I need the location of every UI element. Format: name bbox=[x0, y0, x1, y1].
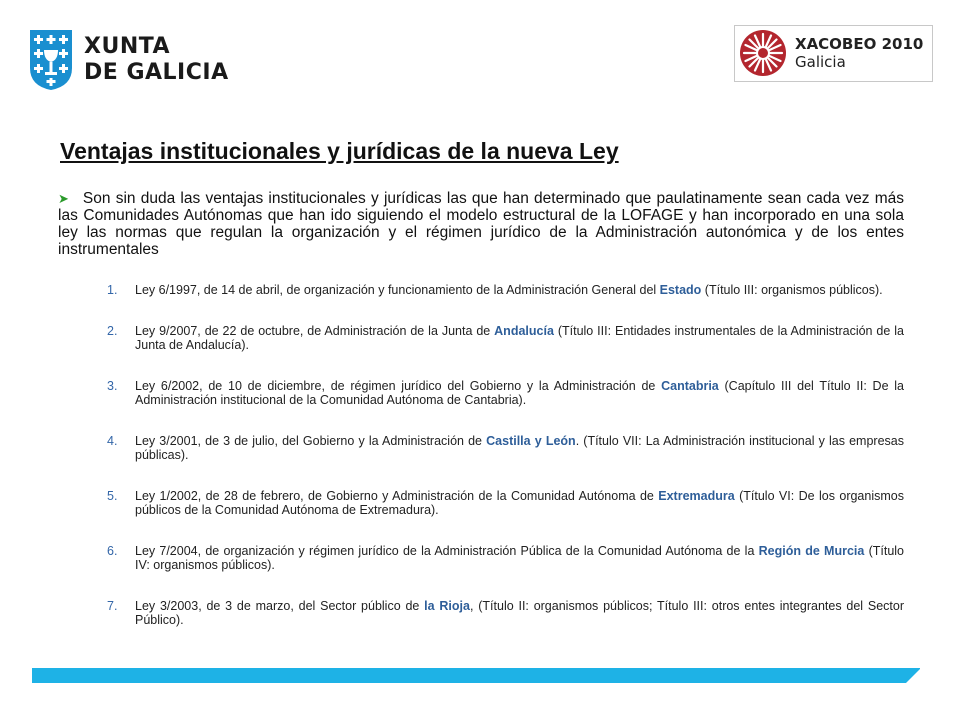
slide-title: Ventajas institucionales y jurídicas de la nueva Ley bbox=[60, 138, 619, 164]
law-text: Ley 3/2001, de 3 de julio, del Gobierno y la Administración de bbox=[135, 433, 487, 448]
list-number: 3. bbox=[107, 378, 118, 393]
law-text-end: , (Título II: organismos públicos; Título III: otros entes integrantes del Sector Público). bbox=[135, 598, 905, 627]
xacobeo-star-emblem-icon bbox=[738, 28, 788, 78]
law-text: Ley 3/2003, de 3 de marzo, del Sector público de bbox=[135, 598, 425, 613]
law-region: Andalucía bbox=[494, 323, 554, 338]
arrow-bullet-icon: ➤ bbox=[58, 191, 69, 206]
law-text: Ley 6/1997, de 14 de abril, de organización y funcionamiento de la Administración General del bbox=[135, 283, 660, 297]
list-number: 1. bbox=[107, 283, 118, 297]
law-text: Ley 1/2002, de 28 de febrero, de Gobierno y Administración de la Comunidad Autónoma de bbox=[135, 488, 659, 503]
list-number: 6. bbox=[107, 543, 118, 558]
law-text: Ley 7/2004, de organización y régimen jurídico de la Administración Pública de la Comunidad Autónoma de la bbox=[135, 543, 759, 558]
list-item bbox=[107, 324, 904, 353]
law-region: la Rioja bbox=[424, 598, 470, 613]
xunta-line2: DE GALICIA bbox=[84, 60, 229, 85]
list-number: 2. bbox=[107, 323, 118, 338]
xacobeo-line2: Galicia bbox=[795, 53, 846, 71]
footer-bar-corner bbox=[906, 668, 921, 683]
list-item bbox=[107, 379, 904, 408]
law-text-end: (Título VI: De los organismos públicos de la Comunidad Autónoma de Extremadura). bbox=[135, 488, 904, 517]
list-item bbox=[107, 434, 904, 463]
xacobeo-wordmark bbox=[795, 35, 923, 71]
galicia-coat-of-arms-icon bbox=[28, 28, 74, 92]
xacobeo-line1: XACOBEO 2010 bbox=[795, 35, 924, 53]
law-text-end: (Título IV: organismos públicos). bbox=[135, 543, 904, 572]
xunta-de-galicia-logo bbox=[28, 28, 228, 92]
law-region: Castilla y León bbox=[486, 433, 576, 448]
intro-paragraph bbox=[58, 190, 904, 258]
law-text-end: (Título III: Entidades instrumentales de la Administración de la Junta de Andalucía). bbox=[135, 323, 904, 352]
list-item bbox=[107, 599, 904, 628]
law-region: Región de Murcia bbox=[758, 543, 865, 558]
law-region: Estado bbox=[659, 283, 702, 297]
intro-text: Son sin duda las ventajas institucionales y jurídicas las que han determinado que paulatinamente sean cada vez más las Comunidades Autónomas que han ido siguiendo el modelo estructural de la LOFAGE y han incorporado en una sola ley las normas que regulan la organización y el régimen jurídico de la Administración autonómica y de los entes instrumentales bbox=[58, 190, 904, 258]
list-number: 5. bbox=[107, 488, 118, 503]
xunta-wordmark bbox=[84, 34, 229, 86]
list-item bbox=[107, 489, 904, 518]
list-item bbox=[107, 283, 904, 298]
xunta-line1: XUNTA bbox=[84, 34, 171, 59]
footer-accent-bar bbox=[32, 668, 920, 683]
law-text-end: . (Título VII: La Administración institucional y las empresas públicas). bbox=[135, 433, 904, 462]
list-number: 4. bbox=[107, 433, 118, 448]
law-region: Extremadura bbox=[658, 488, 735, 503]
law-text-end: (Capítulo III del Título II: De la Administración institucional de la Comunidad Autónoma de Cantabria). bbox=[135, 378, 904, 407]
xacobeo-2010-logo bbox=[734, 25, 933, 82]
list-item bbox=[107, 544, 904, 573]
law-text: Ley 6/2002, de 10 de diciembre, de régimen jurídico del Gobierno y la Administración de bbox=[135, 378, 662, 393]
law-region: Cantabria bbox=[661, 378, 719, 393]
law-list bbox=[107, 283, 904, 654]
list-number: 7. bbox=[107, 598, 118, 613]
law-text: Ley 9/2007, de 22 de octubre, de Administración de la Junta de bbox=[135, 323, 495, 338]
law-text-end: (Título III: organismos públicos). bbox=[701, 283, 883, 297]
